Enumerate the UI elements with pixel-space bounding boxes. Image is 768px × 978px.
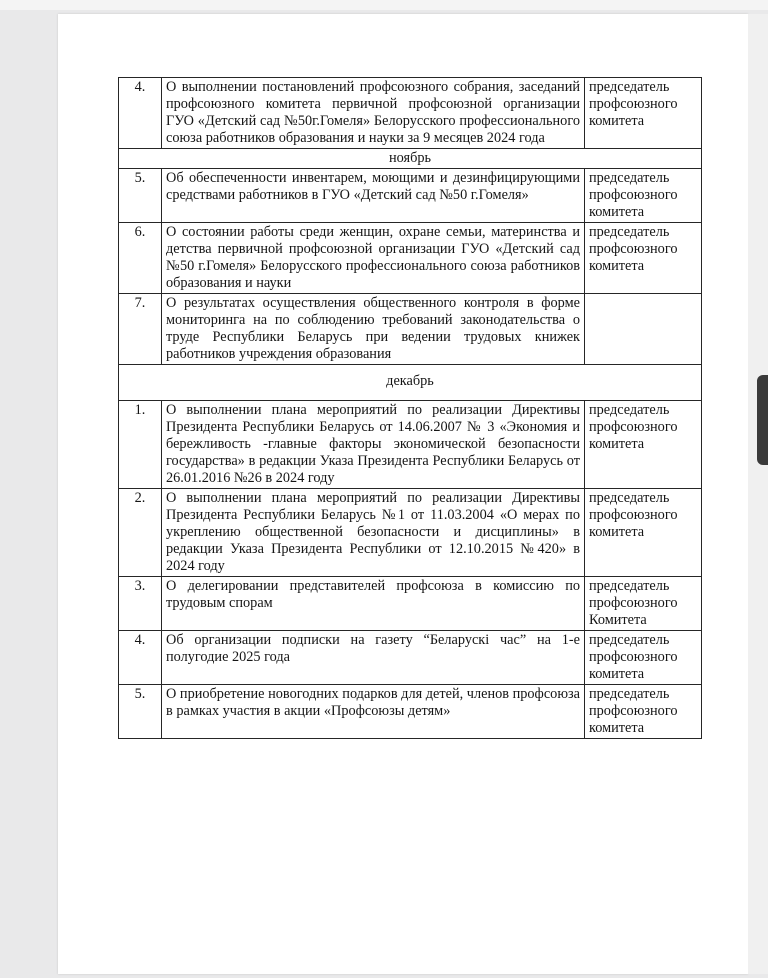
row-number: 2.	[119, 489, 162, 577]
table-row	[119, 631, 702, 685]
row-topic: Об организации подписки на газету “Беларускі час” на 1-е полугодие 2025 года	[162, 631, 585, 685]
row-topic: О результатах осуществления общественного контроля в форме мониторинга на по соблюдению требований законодательства о труде Республики Беларусь при ведении трудовых книжек работников учреждения образования	[162, 294, 585, 365]
month-header-row	[119, 149, 702, 169]
table-row	[119, 78, 702, 149]
row-topic: О делегировании представителей профсоюза в комиссию по трудовым спорам	[162, 577, 585, 631]
row-responsible: председатель профсоюзного комитета	[585, 78, 702, 149]
row-number: 1.	[119, 401, 162, 489]
row-number: 6.	[119, 223, 162, 294]
row-number: 4.	[119, 631, 162, 685]
table-row	[119, 685, 702, 739]
table-row	[119, 489, 702, 577]
table-row	[119, 577, 702, 631]
row-number: 7.	[119, 294, 162, 365]
scroll-handle[interactable]	[757, 375, 768, 465]
row-number: 5.	[119, 169, 162, 223]
row-number: 4.	[119, 78, 162, 149]
month-header: ноябрь	[119, 149, 702, 169]
table-row	[119, 294, 702, 365]
row-topic: О приобретение новогодних подарков для детей, членов профсоюза в рамках участия в акции «Профсоюзы детям»	[162, 685, 585, 739]
table-row	[119, 169, 702, 223]
row-responsible: председатель профсоюзного комитета	[585, 685, 702, 739]
row-responsible: председатель профсоюзного комитета	[585, 401, 702, 489]
row-responsible: председатель профсоюзного комитета	[585, 489, 702, 577]
row-topic: О выполнении постановлений профсоюзного собрания, заседаний профсоюзного комитета первичной профсоюзной организации ГУО «Детский сад №50г.Гомеля» Белорусского профессионального союза работников образования и науки за 9 месяцев 2024 года	[162, 78, 585, 149]
row-responsible	[585, 294, 702, 365]
row-responsible: председатель профсоюзного комитета	[585, 223, 702, 294]
table-row	[119, 223, 702, 294]
plan-table	[118, 77, 702, 739]
row-responsible: председатель профсоюзного комитета	[585, 169, 702, 223]
table-row	[119, 401, 702, 489]
row-responsible: председатель профсоюзного Комитета	[585, 577, 702, 631]
month-header-row	[119, 365, 702, 401]
row-number: 5.	[119, 685, 162, 739]
top-bar	[0, 0, 768, 10]
row-topic: Об обеспеченности инвентарем, моющими и дезинфицирующими средствами работников в ГУО «Детский сад №50 г.Гомеля»	[162, 169, 585, 223]
row-topic: О состоянии работы среди женщин, охране семьи, материнства и детства первичной профсоюзной организации ГУО «Детский сад №50 г.Гомеля» Белорусского профессионального союза работников образования и науки	[162, 223, 585, 294]
row-responsible: председатель профсоюзного комитета	[585, 631, 702, 685]
row-number: 3.	[119, 577, 162, 631]
month-header: декабрь	[119, 365, 702, 401]
page-right-margin	[748, 14, 768, 974]
row-topic: О выполнении плана мероприятий по реализации Директивы Президента Республики Беларусь №1 от 11.03.2004 «О мерах по укреплению общественной безопасности и дисциплины» в редакции Указа Президента Республики от 12.10.2015 №420» в 2024 году	[162, 489, 585, 577]
row-topic: О выполнении плана мероприятий по реализации Директивы Президента Республики Беларусь от 14.06.2007 № 3 «Экономия и бережливость -главные факторы экономической безопасности государства» в редакции Указа Президента Республики Беларусь от 26.01.2016 №26 в 2024 году	[162, 401, 585, 489]
